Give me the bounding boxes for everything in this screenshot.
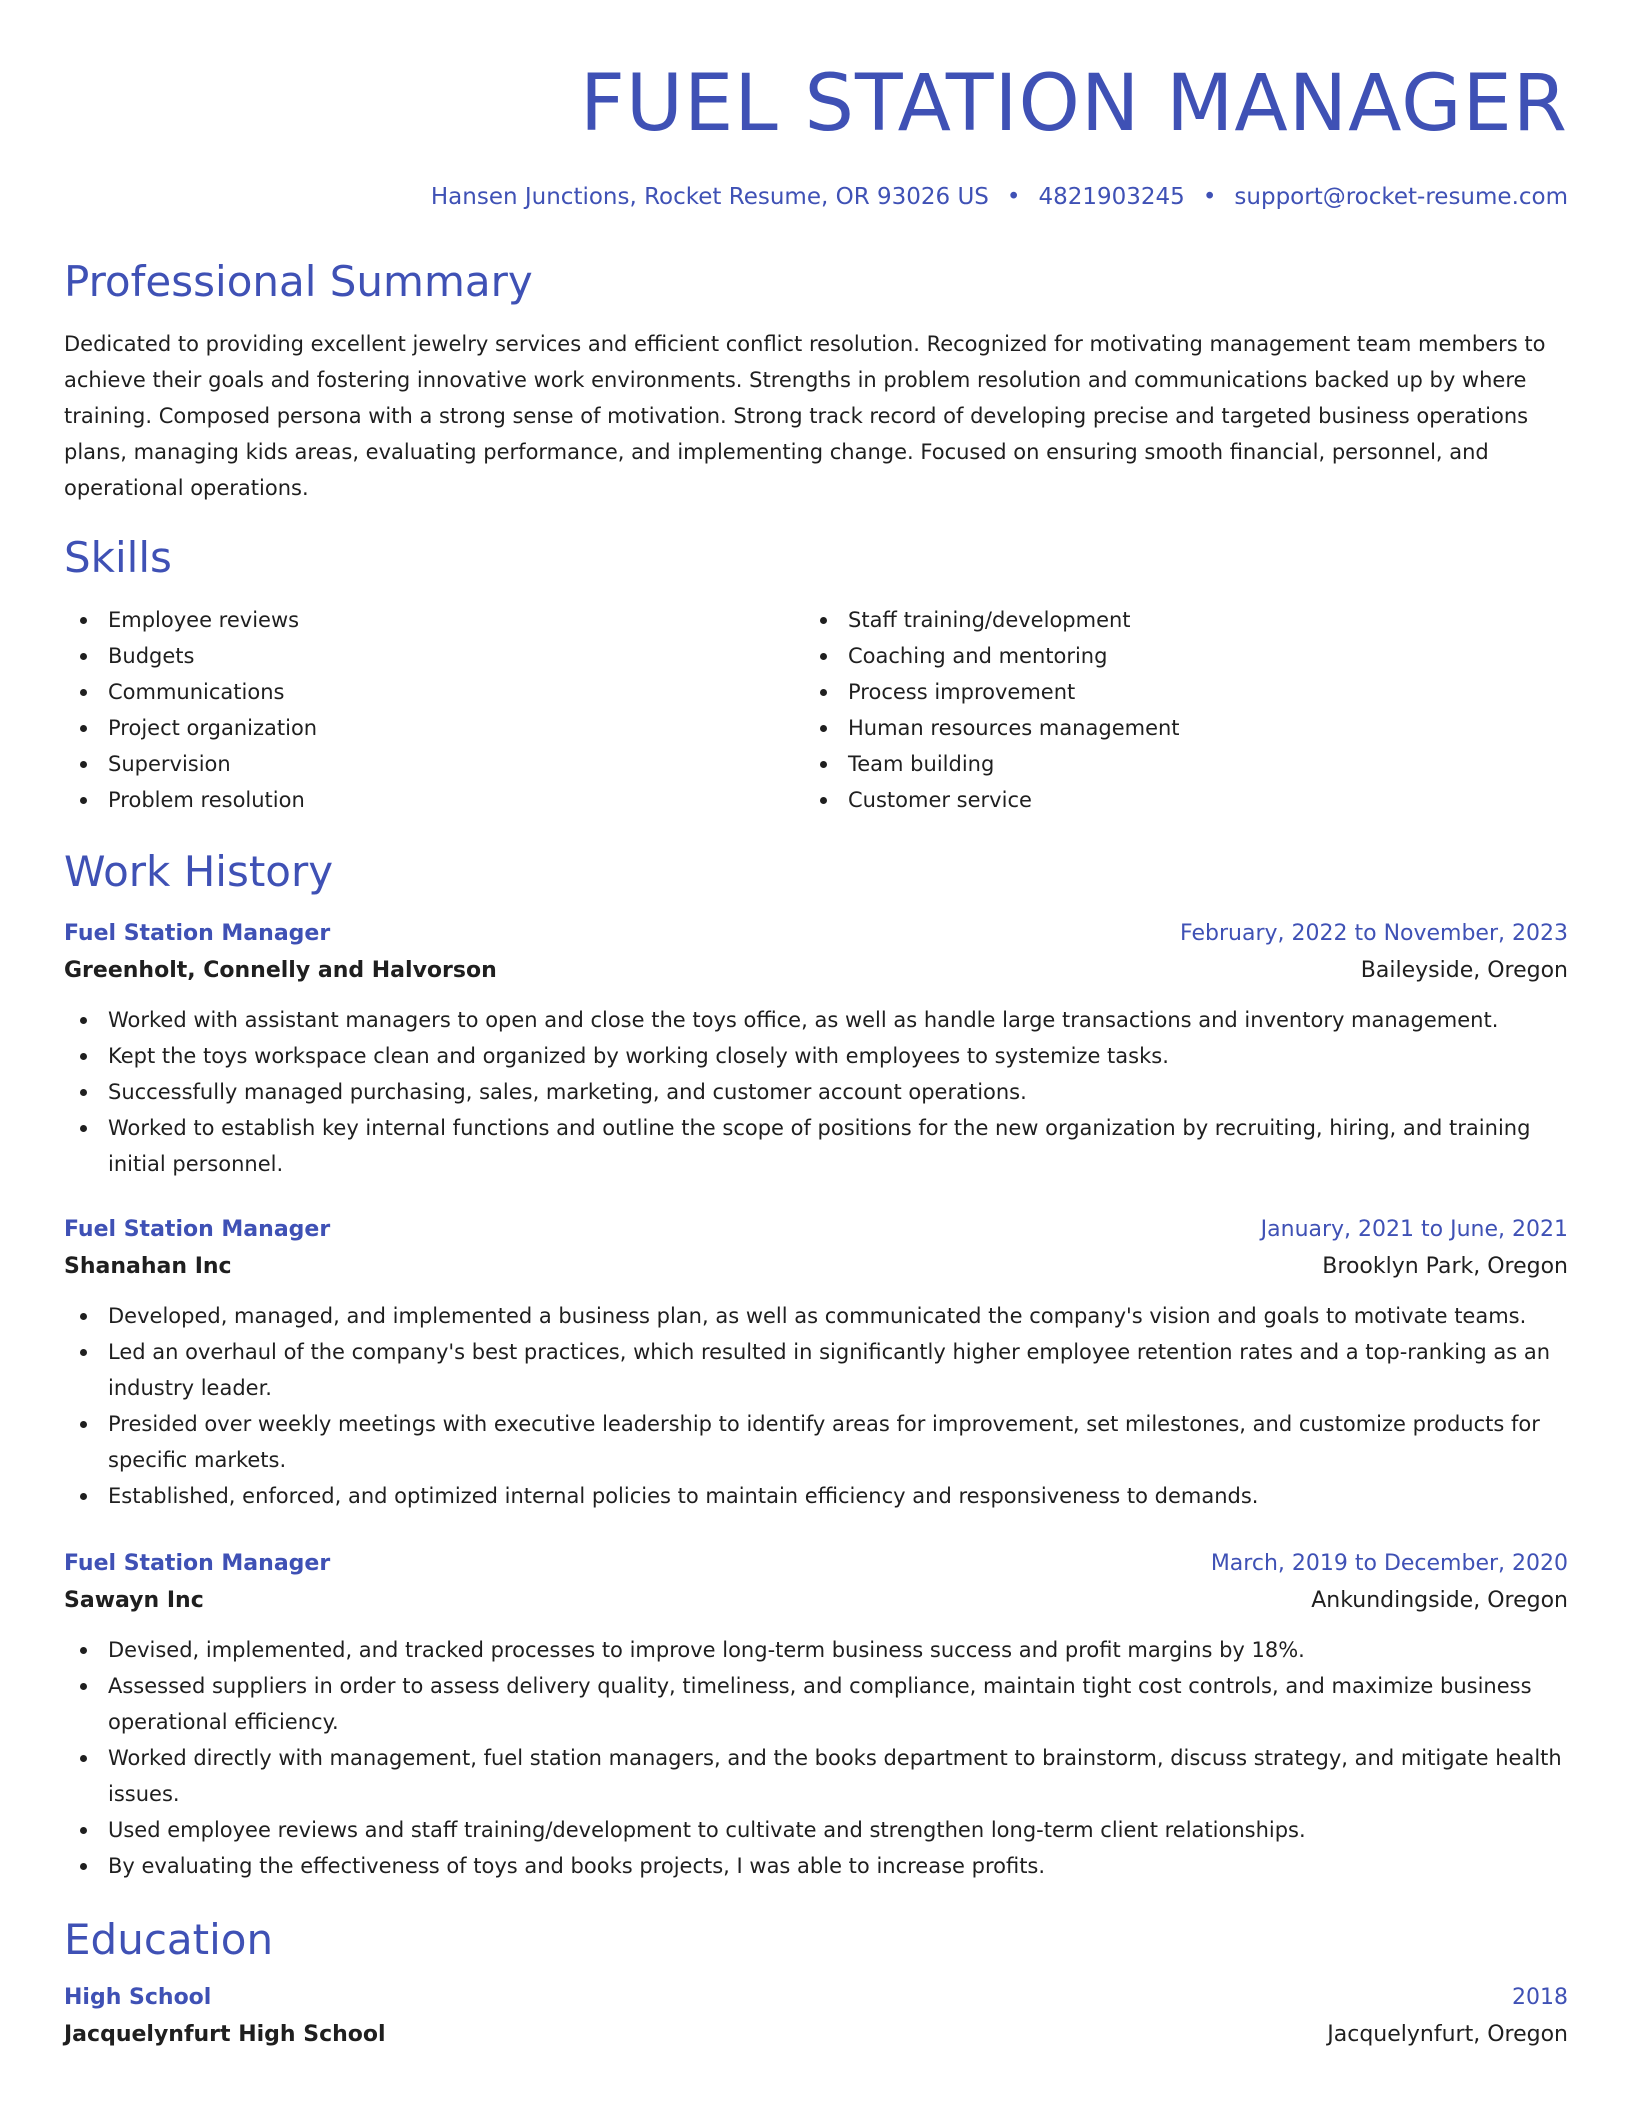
skills-column-right — [804, 602, 1544, 818]
job-role: Fuel Station Manager — [64, 921, 331, 946]
skill-item: Problem resolution — [64, 782, 804, 818]
job-bullet: Worked to establish key internal functions and outline the scope of positions for the new organization by recruiting, hiring, and training initial personnel. — [64, 1110, 1568, 1182]
skill-item: Team building — [804, 746, 1544, 782]
job-dates: January, 2021 to June, 2021 — [1260, 1217, 1568, 1242]
job-bullets — [64, 1632, 1568, 1884]
job-company: Greenholt, Connelly and Halvorson — [64, 958, 497, 983]
skill-item: Project organization — [64, 710, 804, 746]
job-bullet: Presided over weekly meetings with executive leadership to identify areas for improvement, set milestones, and customize products for specific markets. — [64, 1406, 1568, 1478]
skill-item: Employee reviews — [64, 602, 804, 638]
job-bullet: By evaluating the effectiveness of toys and books projects, I was able to increase profits. — [64, 1848, 1568, 1884]
job-entry — [64, 916, 1568, 1182]
job-entry — [64, 1212, 1568, 1514]
job-company: Sawayn Inc — [64, 1588, 204, 1613]
job-bullet: Established, enforced, and optimized internal policies to maintain efficiency and responsiveness to demands. — [64, 1478, 1568, 1514]
job-bullet: Worked with assistant managers to open and close the toys office, as well as handle large transactions and inventory management. — [64, 1002, 1568, 1038]
skill-item: Customer service — [804, 782, 1544, 818]
contact-address: Hansen Junctions, Rocket Resume, OR 93026 US — [430, 184, 989, 210]
education-entry — [64, 1980, 1568, 2054]
skills-list — [64, 602, 1568, 818]
job-dates: February, 2022 to November, 2023 — [1180, 921, 1568, 946]
job-location: Ankundingside, Oregon — [1311, 1588, 1568, 1613]
job-bullet: Successfully managed purchasing, sales, marketing, and customer account operations. — [64, 1074, 1568, 1110]
job-dates: March, 2019 to December, 2020 — [1210, 1551, 1568, 1576]
resume-title: FUEL STATION MANAGER — [580, 59, 1568, 149]
education-location: Jacquelynfurt, Oregon — [1327, 2022, 1568, 2047]
skills-column-left — [64, 602, 804, 818]
job-bullets — [64, 1298, 1568, 1514]
job-location: Brooklyn Park, Oregon — [1322, 1254, 1568, 1279]
education-year: 2018 — [1512, 1985, 1568, 2010]
job-company: Shanahan Inc — [64, 1254, 232, 1279]
skill-item: Supervision — [64, 746, 804, 782]
work-history-heading: Work History — [64, 847, 334, 896]
skill-item: Budgets — [64, 638, 804, 674]
contact-separator: • — [1202, 184, 1217, 210]
skill-item: Human resources management — [804, 710, 1544, 746]
skills-heading: Skills — [64, 533, 172, 582]
skill-item: Process improvement — [804, 674, 1544, 710]
skill-item: Staff training/development — [804, 602, 1544, 638]
job-entry — [64, 1546, 1568, 1884]
skill-item: Coaching and mentoring — [804, 638, 1544, 674]
job-bullets — [64, 1002, 1568, 1182]
job-bullet: Used employee reviews and staff training/development to cultivate and strengthen long-term client relationships. — [64, 1812, 1568, 1848]
contact-separator: • — [1006, 184, 1021, 210]
education-school: Jacquelynfurt High School — [64, 2022, 386, 2047]
skill-item: Communications — [64, 674, 804, 710]
job-role: Fuel Station Manager — [64, 1217, 331, 1242]
job-role: Fuel Station Manager — [64, 1551, 331, 1576]
job-bullet: Assessed suppliers in order to assess delivery quality, timeliness, and compliance, maintain tight cost controls, and maximize business operational efficiency. — [64, 1668, 1568, 1740]
contact-phone: 4821903245 — [1038, 184, 1185, 210]
job-bullet: Kept the toys workspace clean and organized by working closely with employees to systemize tasks. — [64, 1038, 1568, 1074]
job-bullet: Led an overhaul of the company's best practices, which resulted in significantly higher employee retention rates and a top-ranking as an industry leader. — [64, 1334, 1568, 1406]
contact-email[interactable]: support@rocket-resume.com — [1234, 184, 1568, 210]
job-bullet: Worked directly with management, fuel station managers, and the books department to brainstorm, discuss strategy, and mitigate health issues. — [64, 1740, 1568, 1812]
job-bullet: Developed, managed, and implemented a business plan, as well as communicated the company's vision and goals to motivate teams. — [64, 1298, 1568, 1334]
summary-text: Dedicated to providing excellent jewelry services and efficient conflict resolution. Recognized for motivating management team members to achieve their goals and fostering innovative work environments. Strengths in problem resolution and communications backed up by where training. Composed persona with a strong sense of motivation. Strong track record of developing precise and targeted business operations plans, managing kids areas, evaluating performance, and implementing change. Focused on ensuring smooth financial, personnel, and operational operations. — [64, 332, 1546, 500]
summary-heading: Professional Summary — [64, 257, 533, 306]
contact-line — [64, 182, 1568, 212]
job-location: Baileyside, Oregon — [1360, 958, 1568, 983]
education-degree: High School — [64, 1985, 212, 2010]
job-bullet: Devised, implemented, and tracked processes to improve long-term business success and profit margins by 18%. — [64, 1632, 1568, 1668]
education-heading: Education — [64, 1915, 274, 1964]
